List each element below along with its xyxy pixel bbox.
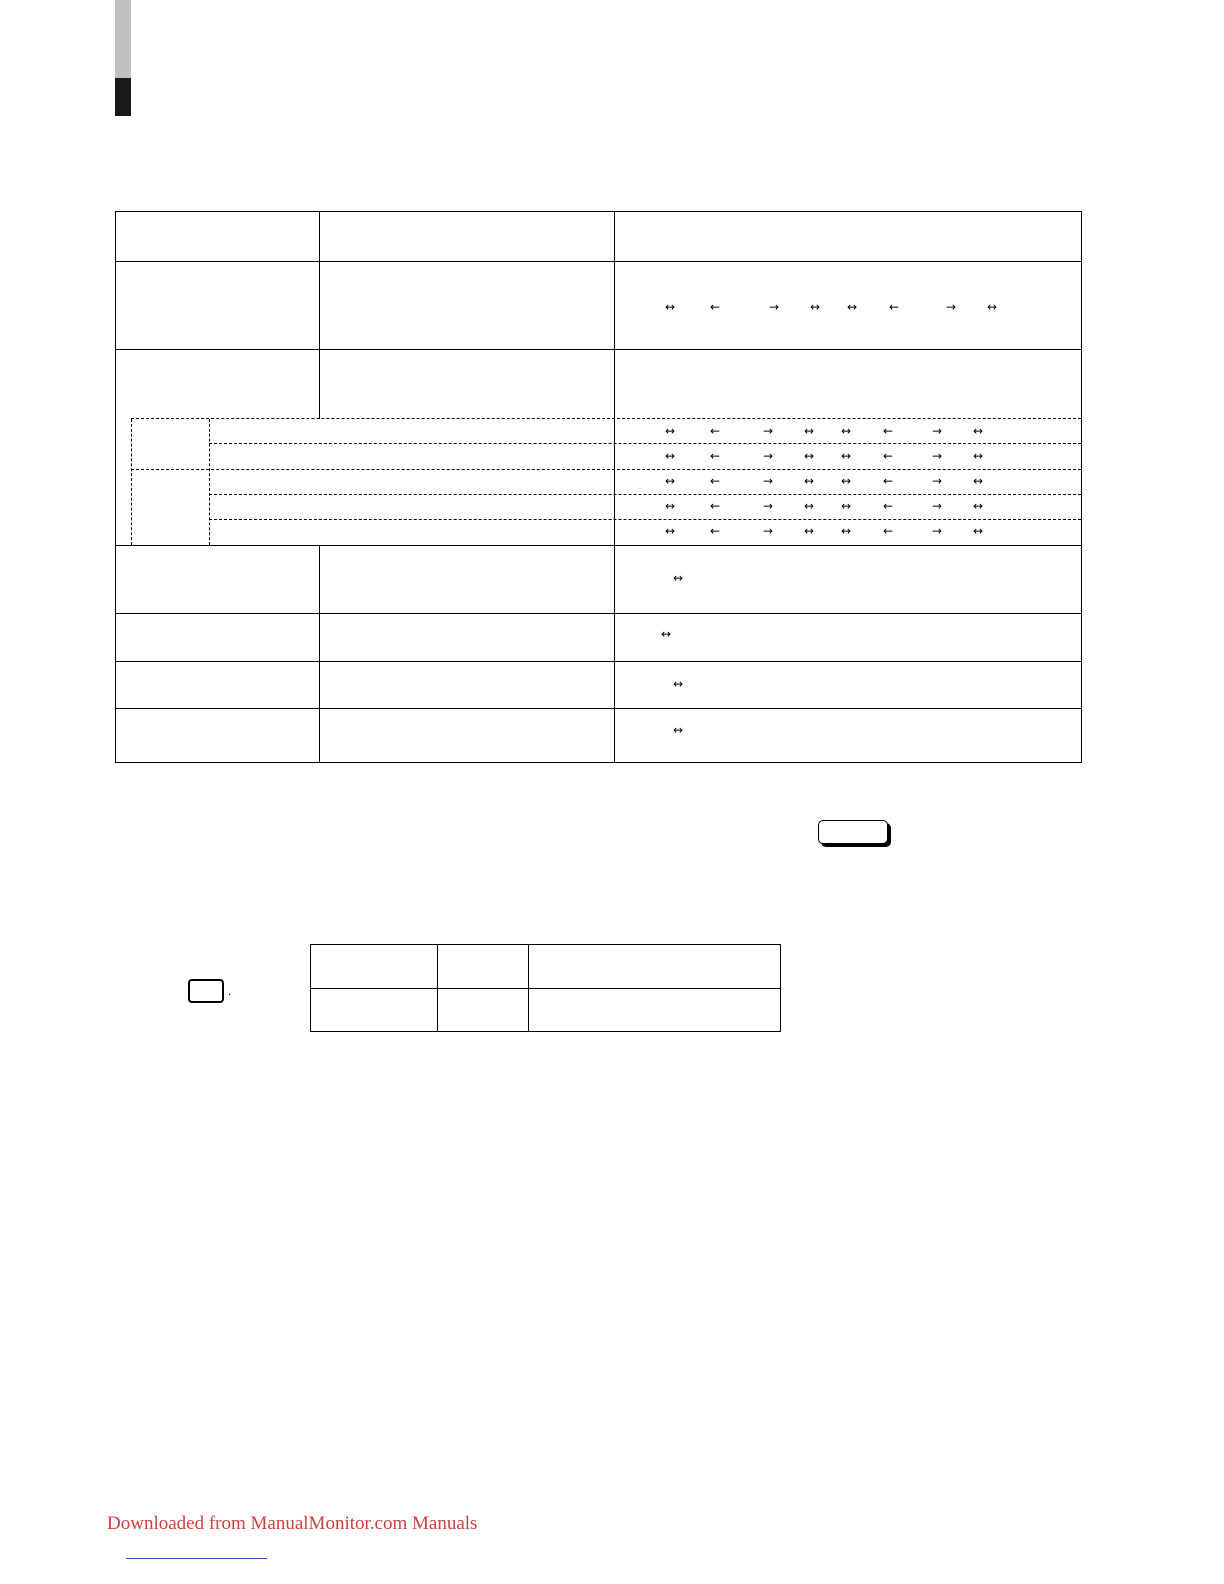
arrow-right-icon: → bbox=[932, 449, 943, 463]
small-table bbox=[310, 944, 781, 1032]
arrow-right-icon: → bbox=[763, 499, 774, 513]
arrow-left-icon: ← bbox=[710, 524, 721, 538]
arrow-both-icon: ↔ bbox=[665, 449, 676, 463]
arrow-right-icon: → bbox=[763, 449, 774, 463]
arrow-left-icon: ← bbox=[889, 300, 900, 314]
arrow-both-icon: ↔ bbox=[665, 424, 676, 438]
sub-group-divider bbox=[209, 419, 210, 545]
arrow-right-icon: → bbox=[763, 474, 774, 488]
arrow-both-icon: ↔ bbox=[987, 300, 998, 314]
arrow-both-icon: ↔ bbox=[804, 449, 815, 463]
arrow-both-icon: ↔ bbox=[973, 424, 984, 438]
arrow-left-icon: ← bbox=[883, 524, 894, 538]
display-box-icon bbox=[188, 979, 224, 1003]
main-table bbox=[115, 211, 1082, 763]
row-separator bbox=[116, 261, 1081, 262]
arrow-both-icon: ↔ bbox=[673, 677, 684, 691]
arrow-left-icon: ← bbox=[710, 474, 721, 488]
footer-download-link[interactable]: Downloaded from ManualMonitor.com Manuals bbox=[107, 1513, 478, 1534]
small-table-col-divider bbox=[437, 945, 438, 1032]
arrow-both-icon: ↔ bbox=[841, 499, 852, 513]
arrow-both-icon: ↔ bbox=[804, 524, 815, 538]
row-separator bbox=[116, 613, 1081, 614]
column-divider-1 bbox=[319, 212, 320, 419]
arrow-left-icon: ← bbox=[883, 424, 894, 438]
arrow-both-icon: ↔ bbox=[841, 474, 852, 488]
arrow-right-icon: → bbox=[932, 424, 943, 438]
footer-rule bbox=[126, 1558, 267, 1559]
arrow-both-icon: ↔ bbox=[973, 524, 984, 538]
sub-row-separator bbox=[131, 469, 1081, 470]
sub-group-divider bbox=[131, 419, 132, 545]
arrow-left-icon: ← bbox=[883, 449, 894, 463]
arrow-both-icon: ↔ bbox=[841, 524, 852, 538]
arrow-left-icon: ← bbox=[883, 499, 894, 513]
arrow-right-icon: → bbox=[932, 524, 943, 538]
arrow-both-icon: ↔ bbox=[661, 627, 672, 641]
arrow-both-icon: ↔ bbox=[665, 300, 676, 314]
arrow-both-icon: ↔ bbox=[973, 474, 984, 488]
small-table-col-divider bbox=[528, 945, 529, 1032]
sub-row-separator bbox=[209, 443, 1081, 444]
arrow-both-icon: ↔ bbox=[841, 449, 852, 463]
arrow-both-icon: ↔ bbox=[973, 449, 984, 463]
arrow-both-icon: ↔ bbox=[973, 499, 984, 513]
arrow-both-icon: ↔ bbox=[665, 524, 676, 538]
arrow-both-icon: ↔ bbox=[804, 424, 815, 438]
row-separator bbox=[116, 661, 1081, 662]
column-divider-2 bbox=[614, 212, 615, 763]
arrow-both-icon: ↔ bbox=[841, 424, 852, 438]
arrow-right-icon: → bbox=[932, 474, 943, 488]
arrow-right-icon: → bbox=[769, 300, 780, 314]
arrow-left-icon: ← bbox=[710, 499, 721, 513]
arrow-right-icon: → bbox=[763, 524, 774, 538]
arrow-right-icon: → bbox=[763, 424, 774, 438]
small-table-row-separator bbox=[311, 988, 780, 989]
arrow-both-icon: ↔ bbox=[673, 723, 684, 737]
arrow-left-icon: ← bbox=[710, 449, 721, 463]
sub-row-separator bbox=[131, 418, 1081, 419]
row-separator bbox=[116, 545, 1081, 546]
section-tab-grey bbox=[115, 0, 131, 78]
arrow-both-icon: ↔ bbox=[847, 300, 858, 314]
arrow-both-icon: ↔ bbox=[810, 300, 821, 314]
arrow-right-icon: → bbox=[932, 499, 943, 513]
key-button-icon[interactable] bbox=[818, 820, 888, 844]
arrow-both-icon: ↔ bbox=[665, 474, 676, 488]
row-separator bbox=[116, 349, 1081, 350]
sub-row-separator bbox=[209, 519, 1081, 520]
arrow-both-icon: ↔ bbox=[665, 499, 676, 513]
sub-row-separator bbox=[209, 494, 1081, 495]
arrow-both-icon: ↔ bbox=[804, 499, 815, 513]
arrow-left-icon: ← bbox=[710, 300, 721, 314]
row-separator bbox=[116, 708, 1081, 709]
arrow-both-icon: ↔ bbox=[673, 571, 684, 585]
column-divider-1-lower bbox=[319, 546, 320, 763]
icon-suffix: . bbox=[228, 984, 232, 998]
arrow-right-icon: → bbox=[946, 300, 957, 314]
arrow-both-icon: ↔ bbox=[804, 474, 815, 488]
arrow-left-icon: ← bbox=[710, 424, 721, 438]
section-tab-black bbox=[115, 78, 131, 116]
arrow-left-icon: ← bbox=[883, 474, 894, 488]
